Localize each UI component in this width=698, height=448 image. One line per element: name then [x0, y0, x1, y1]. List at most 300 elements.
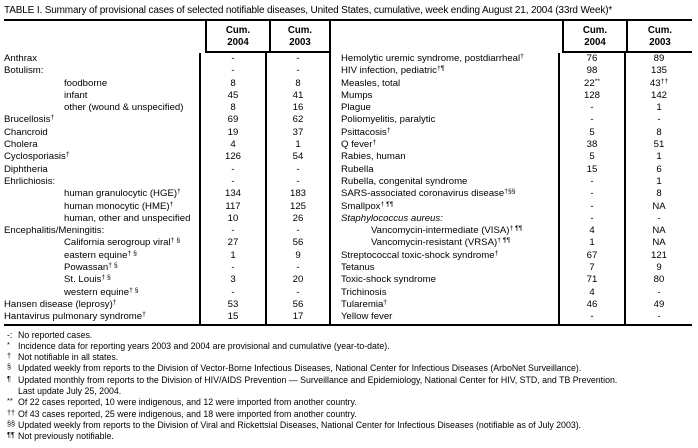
- disease-name: Ehrlichiosis:: [4, 175, 56, 187]
- cum-2003-value: [265, 65, 331, 77]
- disease-label: [341, 102, 558, 114]
- disease-name: Anthrax: [4, 53, 38, 64]
- footnote-text: Updated weekly from reports to the Division of Viral and Rickettsial Diseases, National Center for Infectious Diseases (notifiable as of July 2003).: [18, 419, 582, 430]
- value-text: 121: [650, 249, 667, 261]
- value-text: 183: [289, 188, 306, 200]
- disease-name: Mumps: [341, 89, 373, 101]
- value-text: 56: [292, 237, 304, 249]
- footnote-marker: †: [494, 249, 499, 257]
- disease-label: [4, 78, 199, 90]
- value-text: 4: [230, 139, 236, 151]
- footnote-marker: *: [7, 339, 10, 349]
- value-text: 80: [653, 274, 665, 286]
- table-row: [4, 53, 331, 65]
- value-text: 45: [227, 89, 239, 101]
- disease-name: Botulism:: [4, 65, 44, 77]
- cum-2003-value: [265, 164, 331, 176]
- cum-2004-value: [558, 139, 624, 151]
- value-text: 4: [589, 286, 595, 298]
- table-row: [341, 225, 692, 237]
- cum-2004-value: [558, 225, 624, 237]
- cum-2003-value: [265, 225, 331, 237]
- footnote-text: Not notifiable in all states.: [18, 352, 119, 363]
- value-text: -: [590, 311, 594, 323]
- cum-2003-value: [265, 237, 331, 249]
- cum-label: Cum.: [582, 25, 608, 36]
- cum-2004-value: [558, 90, 624, 102]
- table-row: [341, 102, 692, 114]
- footnote-marker: †: [142, 311, 146, 319]
- value-text: 9: [295, 249, 301, 261]
- value-text: 8: [230, 102, 236, 114]
- cum-2003-value: [265, 213, 331, 225]
- cum-2003-value: [624, 127, 692, 139]
- cum-2004-value: [199, 201, 265, 213]
- value-text: 41: [292, 89, 304, 101]
- value-text: NA: [652, 225, 666, 237]
- value-text: -: [231, 65, 235, 77]
- value-text: 62: [292, 114, 304, 126]
- value-text: 17: [292, 311, 304, 323]
- cum-2003-value: [624, 213, 692, 225]
- value-text: 54: [292, 151, 304, 163]
- cum-2003-value: [265, 102, 331, 114]
- table-title: TABLE I. Summary of provisional cases of selected notifiable diseases, United States, cumulative, week ending August 21, 2004 (33rd Week)*: [4, 5, 613, 16]
- cum-2003-value: [624, 274, 692, 286]
- footnote-marker: † ¶¶: [509, 225, 523, 233]
- disease-name: Measles, total: [341, 77, 401, 89]
- value-text: -: [231, 262, 235, 274]
- value-text: 134: [224, 188, 241, 200]
- disease-name: Tularemia: [341, 298, 384, 310]
- disease-name: infant: [64, 89, 88, 101]
- cum-2004-value: [199, 127, 265, 139]
- year-2004-label: 2004: [227, 37, 249, 48]
- disease-label: [4, 299, 199, 311]
- disease-label: [4, 201, 199, 213]
- cum-2004-value: [199, 90, 265, 102]
- disease-name: Trichinosis: [341, 286, 387, 298]
- footnote-text: No reported cases.: [18, 329, 93, 340]
- cum-2004-value: [558, 53, 624, 65]
- table-row: [341, 176, 692, 188]
- disease-name: Vancomycin-resistant (VRSA): [371, 237, 498, 249]
- cum-2004-value: [199, 287, 265, 299]
- table-row: [341, 139, 692, 151]
- footnote-marker: † §: [101, 274, 111, 282]
- footnote-marker: †: [50, 114, 55, 122]
- table-row: [4, 311, 331, 323]
- value-text: -: [590, 175, 594, 187]
- table-row: [4, 201, 331, 213]
- cum-2004-value: [199, 188, 265, 200]
- cum-2004-value: [558, 262, 624, 274]
- disease-name: human, other and unspecified: [64, 212, 191, 224]
- value-text: -: [231, 225, 235, 237]
- cum-2004-value: [558, 65, 624, 77]
- disease-label: [4, 311, 199, 323]
- table-row: [341, 188, 692, 200]
- disease-label: [341, 237, 558, 249]
- cum-2003-value: [624, 250, 692, 262]
- table-row: [341, 164, 692, 176]
- cum-2003-value: [265, 53, 331, 65]
- disease-name: Rabies, human: [341, 151, 406, 163]
- disease-name: Brucellosis: [4, 114, 51, 126]
- disease-label: [4, 237, 199, 249]
- footnote: [4, 420, 694, 431]
- disease-label: [341, 287, 558, 299]
- table-row: [4, 287, 331, 299]
- footnote: [4, 431, 694, 442]
- value-text: 53: [227, 298, 239, 310]
- cum-2003-value: [265, 114, 331, 126]
- cum-label: Cum.: [287, 25, 313, 36]
- value-text: 1: [656, 102, 662, 114]
- disease-name: western equine: [64, 286, 130, 298]
- table-row: [4, 164, 331, 176]
- cum-2003-value: [624, 139, 692, 151]
- footnote-marker: † §: [108, 262, 118, 270]
- disease-name: Rubella: [341, 163, 374, 175]
- disease-name: Smallpox: [341, 200, 381, 212]
- table-row: [341, 65, 692, 77]
- cum-2004-value: [199, 176, 265, 188]
- value-text: 135: [650, 65, 667, 77]
- disease-name: Cholera: [4, 139, 38, 151]
- value-text: 49: [653, 298, 665, 310]
- disease-label: [341, 78, 558, 90]
- footnote: [4, 363, 694, 374]
- disease-name: SARS-associated coronavirus disease: [341, 188, 505, 200]
- disease-label: [341, 213, 558, 225]
- cum-2004-value: [199, 213, 265, 225]
- left-table-header: [4, 21, 331, 53]
- table-row: [4, 65, 331, 77]
- disease-name: Staphylococcus aureus:: [341, 212, 443, 224]
- disease-label: [4, 53, 199, 65]
- cum-2004-value: [199, 65, 265, 77]
- table-row: [4, 90, 331, 102]
- value-text: 128: [583, 89, 600, 101]
- cum-2003-value: [265, 201, 331, 213]
- disease-name: Yellow fever: [341, 311, 393, 323]
- footnote-marker: †: [112, 298, 117, 306]
- value-text: 142: [650, 89, 667, 101]
- disease-name: St. Louis: [64, 274, 102, 286]
- cum-2004-value: [558, 250, 624, 262]
- cum-2003-value: [265, 176, 331, 188]
- table-row: [341, 237, 692, 249]
- value-text: 98: [586, 65, 598, 77]
- cum-2003-value: [624, 102, 692, 114]
- footnote-marker: †: [520, 53, 524, 60]
- cum-2003-value: [265, 78, 331, 90]
- table-row: [4, 213, 331, 225]
- disease-label: [341, 139, 558, 151]
- footnote-marker: † ¶¶: [380, 200, 394, 208]
- cum-2003-value: [624, 78, 692, 90]
- disease-label: [341, 188, 558, 200]
- cum-2003-value: [265, 139, 331, 151]
- footnote-marker: †: [177, 188, 181, 196]
- disease-name: eastern equine: [64, 249, 128, 261]
- cum-2004-value: [558, 151, 624, 163]
- cum-2004-value: [558, 114, 624, 126]
- footnote: [4, 397, 694, 408]
- value-text: 15: [227, 311, 239, 323]
- cum-2003-value: [265, 151, 331, 163]
- value-text: 19: [227, 126, 239, 138]
- table-row: [341, 78, 692, 90]
- table-row: [4, 274, 331, 286]
- value-text: 126: [224, 151, 241, 163]
- value-text: -: [231, 286, 235, 298]
- disease-label: [4, 102, 199, 114]
- disease-name: HIV infection, pediatric: [341, 65, 437, 77]
- table-row: [4, 127, 331, 139]
- footnote-marker: † §: [170, 237, 181, 245]
- value-text: 1: [656, 151, 662, 163]
- footnote-text: Not previously notifiable.: [18, 431, 114, 442]
- disease-name: Tetanus: [341, 262, 375, 274]
- cum-2003-value: [624, 90, 692, 102]
- cum-2003-value: [624, 114, 692, 126]
- table-row: [4, 139, 331, 151]
- cum-2004-value: [558, 287, 624, 299]
- cum-2004-value: [558, 237, 624, 249]
- value-text: 71: [586, 274, 598, 286]
- disease-name: Chancroid: [4, 126, 48, 138]
- disease-label: [341, 262, 558, 274]
- value-text: -: [296, 53, 300, 64]
- disease-label: [4, 274, 199, 286]
- cum-2004-value: [558, 164, 624, 176]
- cum-2004-value: [199, 225, 265, 237]
- value-text: 8: [656, 188, 662, 200]
- cum-2003-value: [624, 262, 692, 274]
- table-row: [341, 127, 692, 139]
- disease-label: [4, 188, 199, 200]
- cum-2003-value: [265, 188, 331, 200]
- disease-label: [4, 151, 199, 163]
- disease-label: [341, 274, 558, 286]
- footnote-marker: **: [594, 77, 600, 85]
- disease-label: [341, 127, 558, 139]
- footnote-marker: † §: [129, 286, 139, 294]
- disease-label: [341, 176, 558, 188]
- value-text: 117: [225, 200, 241, 212]
- cum-2003-value: [265, 311, 331, 323]
- footnote-marker: † §: [127, 249, 137, 257]
- table-row: [341, 53, 692, 65]
- cum-2004-value: [558, 213, 624, 225]
- cum-2004-value: [558, 311, 624, 323]
- value-text: -: [657, 212, 661, 224]
- value-text: -: [590, 212, 594, 224]
- cum-2003-value: [265, 127, 331, 139]
- value-text: -: [296, 163, 300, 175]
- table-row: [341, 151, 692, 163]
- footnote-marker: †: [65, 151, 70, 159]
- cum-2004-value: [199, 311, 265, 323]
- value-text: -: [296, 262, 300, 274]
- cum-2004-value: [558, 201, 624, 213]
- value-text: NA: [652, 200, 666, 212]
- value-text: -: [296, 286, 300, 298]
- value-text: 1: [295, 139, 301, 151]
- disease-name: Toxic-shock syndrome: [341, 274, 436, 286]
- disease-label: [4, 127, 199, 139]
- value-text: 15: [586, 163, 598, 175]
- disease-label: [341, 114, 558, 126]
- footnote-text: Of 22 cases reported, 10 were indigenous, and 12 were imported from another country.: [18, 397, 357, 408]
- value-text: -: [296, 225, 300, 237]
- cum-2003-value: [265, 299, 331, 311]
- footnote-marker: ¶: [7, 373, 11, 383]
- cum-2003-value: [265, 274, 331, 286]
- value-text: 8: [295, 77, 301, 89]
- disease-label: [341, 201, 558, 213]
- footnote-marker: ††: [7, 407, 16, 417]
- value-text: 27: [227, 237, 239, 249]
- value-text: -: [657, 311, 661, 323]
- value-text: 9: [656, 262, 662, 274]
- value-text: 6: [656, 163, 662, 175]
- footnote-text: Updated weekly from reports to the Division of Vector-Borne Infectious Diseases, National Center for Infectious Diseases (ArboNet Surveillance).: [18, 363, 582, 374]
- value-text: -: [590, 114, 594, 126]
- value-text: 26: [292, 212, 304, 224]
- cum-2004-value: [558, 102, 624, 114]
- table-row: [341, 299, 692, 311]
- cum-2004-value: [199, 53, 265, 65]
- disease-name: Diphtheria: [4, 163, 48, 175]
- disease-name: foodborne: [64, 77, 108, 89]
- disease-label: [4, 287, 199, 299]
- disease-column-spacer: [4, 21, 205, 53]
- year-2004-label: 2004: [584, 37, 606, 48]
- footnotes-section: [4, 330, 694, 443]
- disease-label: [4, 176, 199, 188]
- value-text: 56: [292, 298, 304, 310]
- cum-2004-value: [199, 114, 265, 126]
- col-header-cum-2004: [205, 21, 269, 53]
- disease-label: [4, 225, 199, 237]
- footnote-marker: ††: [660, 77, 669, 85]
- cum-2004-value: [199, 299, 265, 311]
- table-row: [4, 250, 331, 262]
- cum-2003-value: [624, 311, 692, 323]
- value-text: 67: [586, 249, 598, 261]
- footnote: [4, 409, 694, 420]
- footnote-text: Of 43 cases reported, 25 were indigenous, and 18 were imported from another country.: [18, 408, 357, 419]
- disease-label: [341, 65, 558, 77]
- disease-label: [341, 299, 558, 311]
- disease-name: Plague: [341, 102, 371, 114]
- value-text: -: [590, 102, 594, 114]
- value-text: -: [590, 188, 594, 200]
- cum-2004-value: [199, 151, 265, 163]
- disease-name: human granulocytic (HGE): [64, 188, 178, 200]
- disease-label: [4, 139, 199, 151]
- value-text: 1: [656, 175, 662, 187]
- disease-label: [341, 53, 558, 65]
- value-text: 8: [656, 126, 662, 138]
- footnote-marker: †: [169, 200, 174, 208]
- value-text: 69: [227, 114, 239, 126]
- col-header-cum-2003: [269, 21, 331, 53]
- value-text: 16: [292, 102, 304, 114]
- disease-name: Vancomycin-intermediate (VISA): [371, 225, 510, 237]
- table-row: [4, 114, 331, 126]
- value-text: -: [296, 65, 300, 77]
- value-text: 46: [586, 298, 598, 310]
- value-text: 3: [230, 274, 236, 286]
- footnote: [4, 352, 694, 363]
- cum-2004-value: [199, 102, 265, 114]
- disease-name: other (wound & unspecified): [64, 102, 184, 114]
- value-text: 125: [289, 200, 306, 212]
- table-row: [4, 151, 331, 163]
- cum-2004-value: [199, 237, 265, 249]
- cum-2003-value: [265, 250, 331, 262]
- right-table-header: [341, 21, 692, 53]
- cum-2003-value: [624, 164, 692, 176]
- disease-label: [341, 311, 558, 323]
- value-text: 4: [589, 225, 595, 237]
- footnote-text: Incidence data for reporting years 2003 and 2004 are provisional and cumulative (year-to-date).: [18, 340, 390, 351]
- right-table: [331, 21, 692, 324]
- cum-2003-value: [624, 237, 692, 249]
- footnote-marker: ¶¶: [7, 430, 15, 440]
- value-text: -: [231, 175, 235, 187]
- value-text: 5: [589, 126, 595, 138]
- cum-2003-value: [624, 287, 692, 299]
- table-row: [341, 274, 692, 286]
- value-text: 1: [230, 249, 236, 261]
- value-text: -: [296, 175, 300, 187]
- value-text: 51: [653, 139, 665, 151]
- footnote-marker: †: [383, 298, 388, 306]
- disease-label: [341, 90, 558, 102]
- footnote-marker: †§§: [504, 188, 516, 196]
- cum-2004-value: [558, 274, 624, 286]
- year-2003-label: 2003: [649, 37, 671, 48]
- cum-2003-value: [624, 201, 692, 213]
- table-row: [341, 213, 692, 225]
- disease-label: [341, 164, 558, 176]
- disease-name: Streptococcal toxic-shock syndrome: [341, 249, 495, 261]
- cum-2004-value: [558, 127, 624, 139]
- disease-label: [4, 262, 199, 274]
- table-row: [341, 250, 692, 262]
- disease-label: [4, 164, 199, 176]
- disease-name: Q fever: [341, 139, 373, 151]
- col-header-cum-2003: [626, 21, 692, 53]
- col-header-cum-2004: [562, 21, 626, 53]
- value-text: 8: [230, 77, 236, 89]
- value-text: 7: [589, 262, 595, 274]
- value-text: 20: [292, 274, 304, 286]
- footnote-marker: §§: [7, 418, 16, 428]
- disease-name: Cyclosporiasis: [4, 151, 66, 163]
- value-text: 10: [227, 212, 239, 224]
- cum-2004-value: [199, 250, 265, 262]
- footnote: [4, 375, 694, 386]
- disease-label: [4, 114, 199, 126]
- value-text: 5: [589, 151, 595, 163]
- cum-2004-value: [558, 78, 624, 90]
